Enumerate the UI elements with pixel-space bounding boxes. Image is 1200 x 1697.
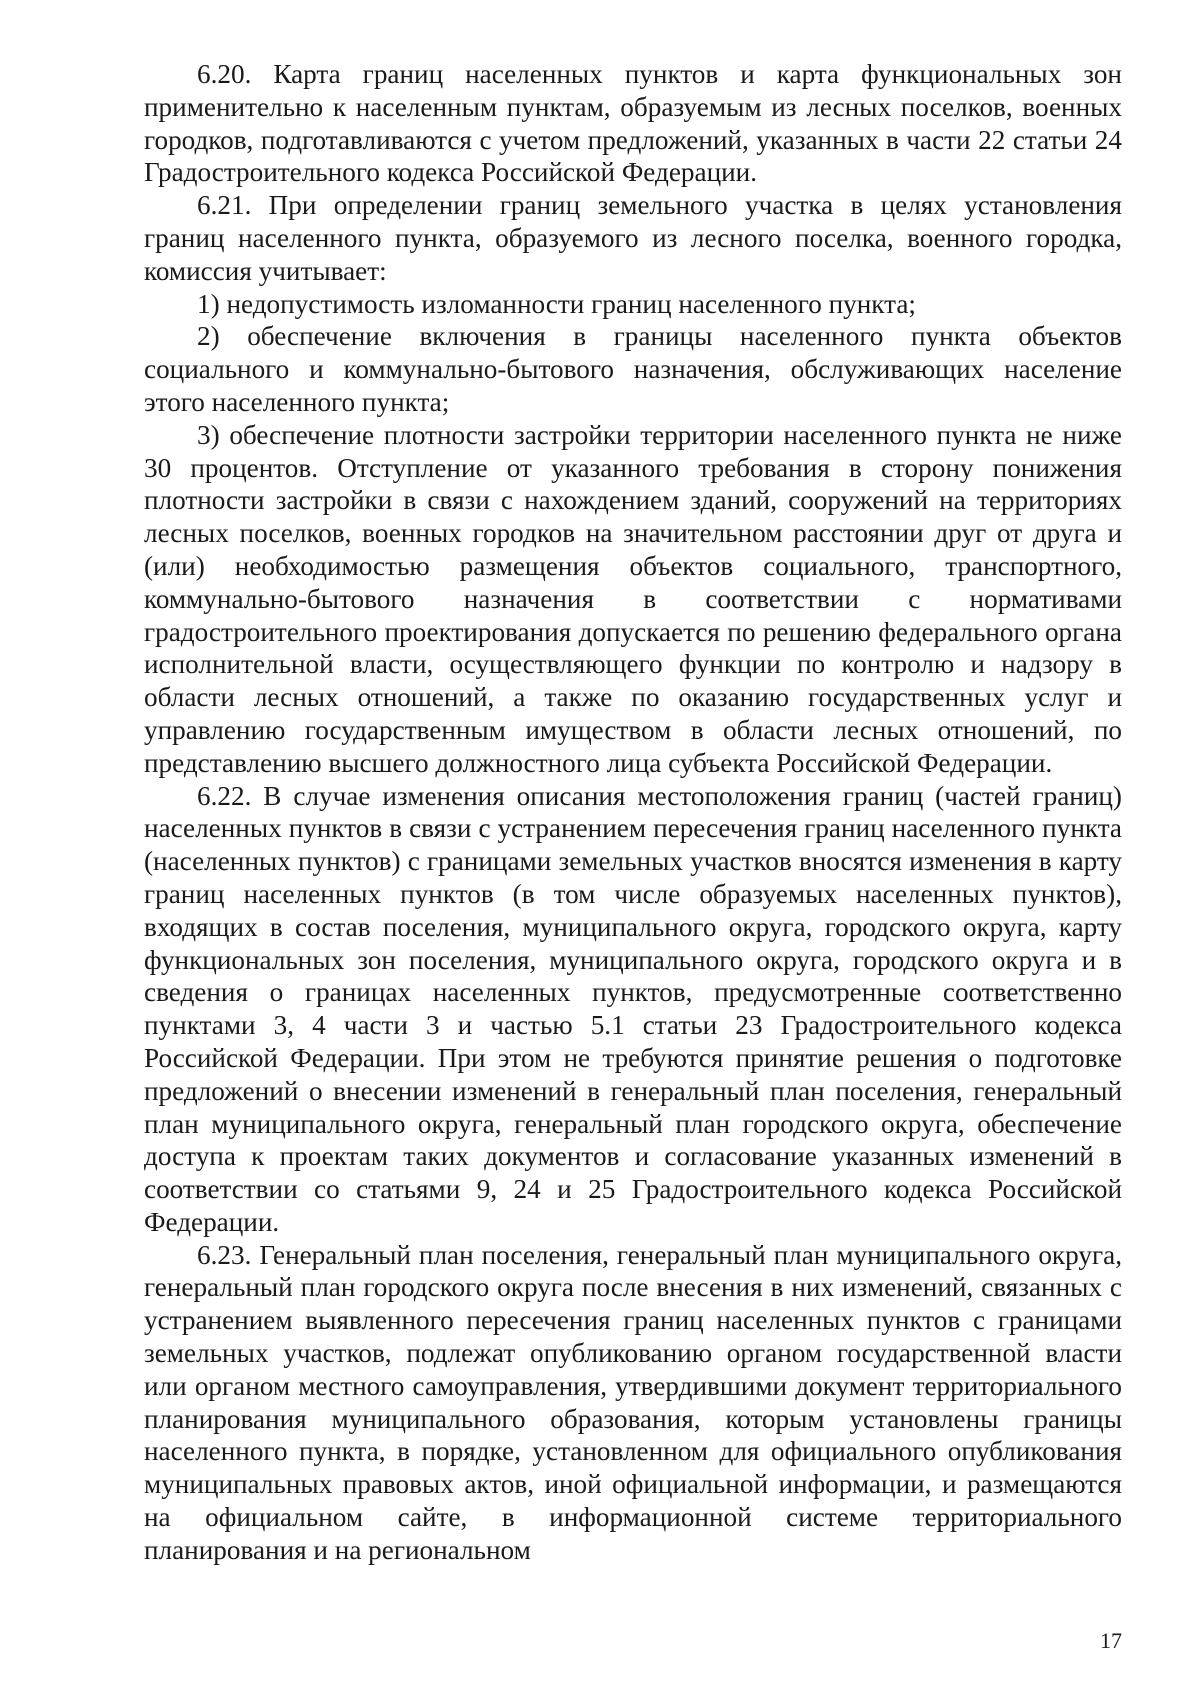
document-body — [144, 58, 1122, 1567]
paragraph-6-23: 6.23. Генеральный план поселения, генеральный план муниципального округа, генеральный план городского округа после внесения в них изменений, связанных с устранением выявленного пересечения границ населенных пунктов с границами земельных участков, подлежат опубликованию органом государственной власти или органом местного самоуправления, утвердившими документ территориального планирования муниципального образования, которым установлены границы населенного пункта, в порядке, установленном для официального опубликования муниципальных правовых актов, иной официальной информации, и размещаются на официальном сайте, в информационной системе территориального планирования и на региональном — [144, 1239, 1122, 1565]
paragraph-6-20: 6.20. Карта границ населенных пунктов и карта функциональных зон применительно к населенным пунктам, образуемым из лесных поселков, военных городков, подготавливаются с учетом предложений, указанных в части 22 статьи 24 Градостроительного кодекса Российской Федерации. — [144, 59, 1122, 188]
paragraph-6-21-item-3: 3) обеспечение плотности застройки территории населенного пункта не ниже 30 процентов. Отступление от указанного требования в сторону понижения плотности застройки в связи с нахождением зданий, сооружений на территориях лесных поселков, военных городков на значительном расстоянии друг от друга и (или) необходимостью размещения объектов социального, транспортного, коммунально-бытового назначения в соответствии с нормативами градостроительного проектирования допускается по решению федерального органа исполнительной власти, осуществляющего функции по контролю и надзору в области лесных отношений, а также по оказанию государственных услуг и управлению государственным имуществом в области лесных отношений, по представлению высшего должностного лица субъекта Российской Федерации. — [144, 419, 1122, 778]
paragraph-6-21-item-1: 1) недопустимость изломанности границ населенного пункта; — [197, 288, 916, 319]
paragraph-6-22: 6.22. В случае изменения описания местоположения границ (частей границ) населенных пунктов в связи с устранением пересечения границ населенного пункта (населенных пунктов) с границами земельных участков вносятся изменения в карту границ населенных пунктов (в том числе образуемых населенных пунктов), входящих в состав поселения, муниципального округа, городского округа, карту функциональных зон поселения, муниципального округа, городского округа и в сведения о границах населенных пунктов, предусмотренные соответственно пунктами 3, 4 части 3 и частью 5.1 статьи 23 Градостроительного кодекса Российской Федерации. При этом не требуются принятие решения о подготовке предложений о внесении изменений в генеральный план поселения, генеральный план муниципального округа, генеральный план городского округа, обеспечение доступа к проектам таких документов и согласование указанных изменений в соответствии со статьями 9, 24 и 25 Градостроительного кодекса Российской Федерации. — [144, 780, 1122, 1237]
paragraph-6-21-item-2: 2) обеспечение включения в границы населенного пункта объектов социального и коммунально-бытового назначения, обслуживающих население этого населенного пункта; — [144, 321, 1122, 417]
paragraph-6-21: 6.21. При определении границ земельного участка в целях установления границ населенного пункта, образуемого из лесного поселка, военного городка, комиссия учитывает: — [144, 190, 1122, 286]
page-number: 17 — [1100, 1628, 1122, 1653]
